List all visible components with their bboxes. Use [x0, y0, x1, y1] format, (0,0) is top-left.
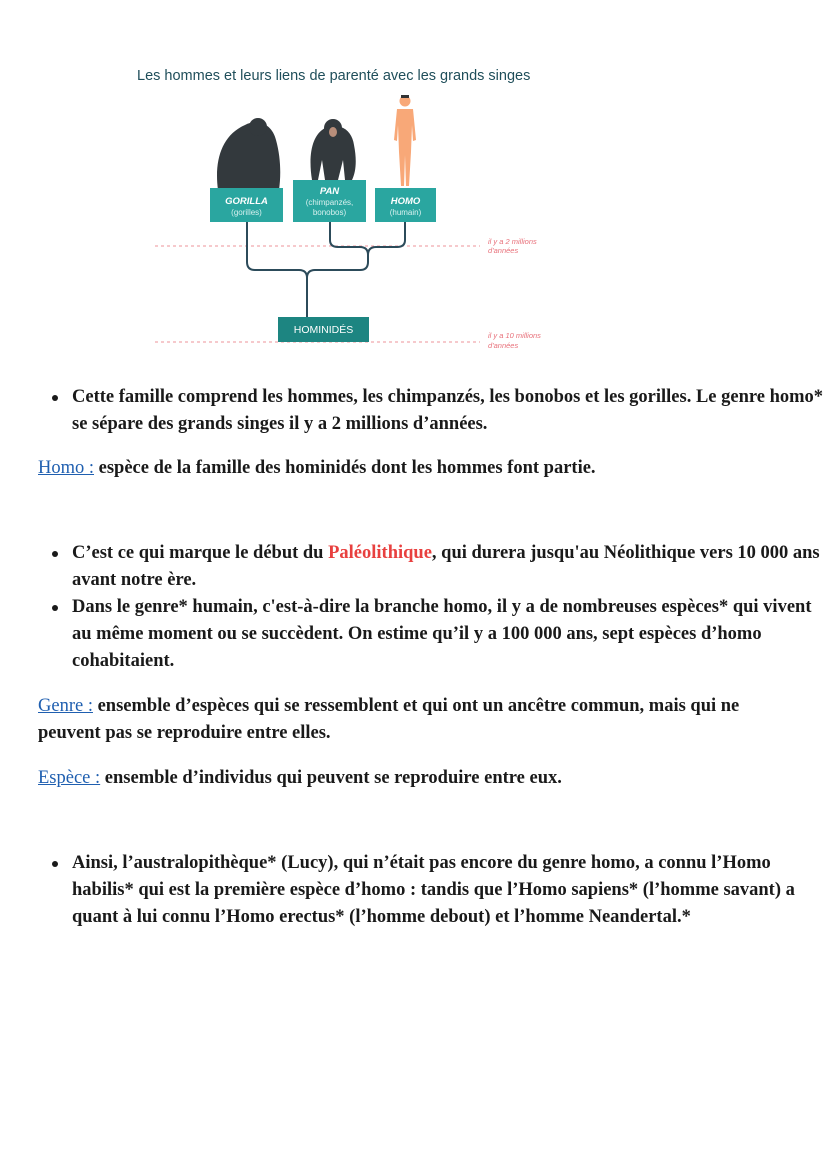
- tree-branches: [247, 222, 405, 317]
- homo-sublabel: (humain): [389, 208, 422, 217]
- hominid-family-tree-diagram: [0, 0, 828, 370]
- gorilla-label: GORILLA: [225, 196, 268, 207]
- hominides-label: HOMINIDÉS: [293, 324, 354, 336]
- pan-sublabel-2: bonobos): [312, 208, 347, 217]
- definition-genre-text: ensemble d’espèces qui se ressemblent et qui ont un ancêtre commun, mais qui ne peuvent pas se reproduire entre elles.: [38, 696, 740, 743]
- bullet-family: Cette famille comprend les hommes, les chimpanzés, les bonobos et les gorilles. Le genre homo* se sépare des grands singes il y a 2 millions d’années.: [72, 384, 828, 438]
- bullet-genre-humain: Dans le genre* humain, c'est-à-dire la branche homo, il y a de nombreuses espèces* qui vivent au même moment ou se succèdent. On estime qu’il y a 100 000 ans, sept espèces d’homo cohabitaient.: [72, 594, 828, 675]
- time-marker-2m-line2: d'années: [488, 246, 519, 255]
- diagram-title: Les hommes et leurs liens de parenté avec les grands singes: [137, 68, 531, 84]
- time-marker-10m-line1: il y a 10 millions: [488, 331, 541, 340]
- term-homo-link[interactable]: Homo :: [38, 458, 95, 478]
- bullet-paleolithic-text: C’est ce qui marque le début du: [72, 543, 329, 563]
- bullet-paleolithic-text-end: , qui durera jusqu'au Néolithique vers 10 000 ans avant notre ère.: [72, 543, 820, 590]
- definition-genre: [38, 693, 798, 747]
- gorilla-illustration: [217, 118, 280, 190]
- pan-sublabel-1: (chimpanzés,: [305, 198, 354, 207]
- definition-espece-text: ensemble d’individus qui peuvent se reproduire entre eux.: [100, 768, 562, 788]
- paleolithic-highlight: Paléolithique: [328, 543, 432, 563]
- human-illustration: [394, 95, 416, 186]
- bullet-list-1: [38, 384, 828, 438]
- bullet-list-2: [38, 540, 828, 675]
- gorilla-sublabel: (gorilles): [231, 208, 262, 217]
- bullet-paleolithic: [72, 540, 828, 594]
- definition-espece: [38, 765, 798, 792]
- chimpanzee-illustration: [311, 119, 356, 180]
- definition-homo: [38, 455, 798, 482]
- definition-homo-text: espèce de la famille des hominidés dont les hommes font partie.: [94, 458, 596, 478]
- term-espece-link[interactable]: Espèce :: [38, 768, 101, 788]
- bullet-list-3: [38, 850, 812, 931]
- pan-label: PAN: [319, 186, 340, 197]
- time-marker-2m-line1: il y a 2 millions: [488, 237, 537, 246]
- time-marker-10m-line2: d'années: [488, 341, 519, 350]
- homo-label: HOMO: [390, 196, 421, 207]
- term-genre-link[interactable]: Genre :: [38, 696, 93, 716]
- bullet-australopithecus: Ainsi, l’australopithèque* (Lucy), qui n’était pas encore du genre homo, a connu l’Homo habilis* qui est la première espèce d’homo : tandis que l’Homo sapiens* (l’homme savant) a quant à lui connu l’Homo erectus* (l’homme debout) et l’homme Neandertal.*: [72, 850, 812, 931]
